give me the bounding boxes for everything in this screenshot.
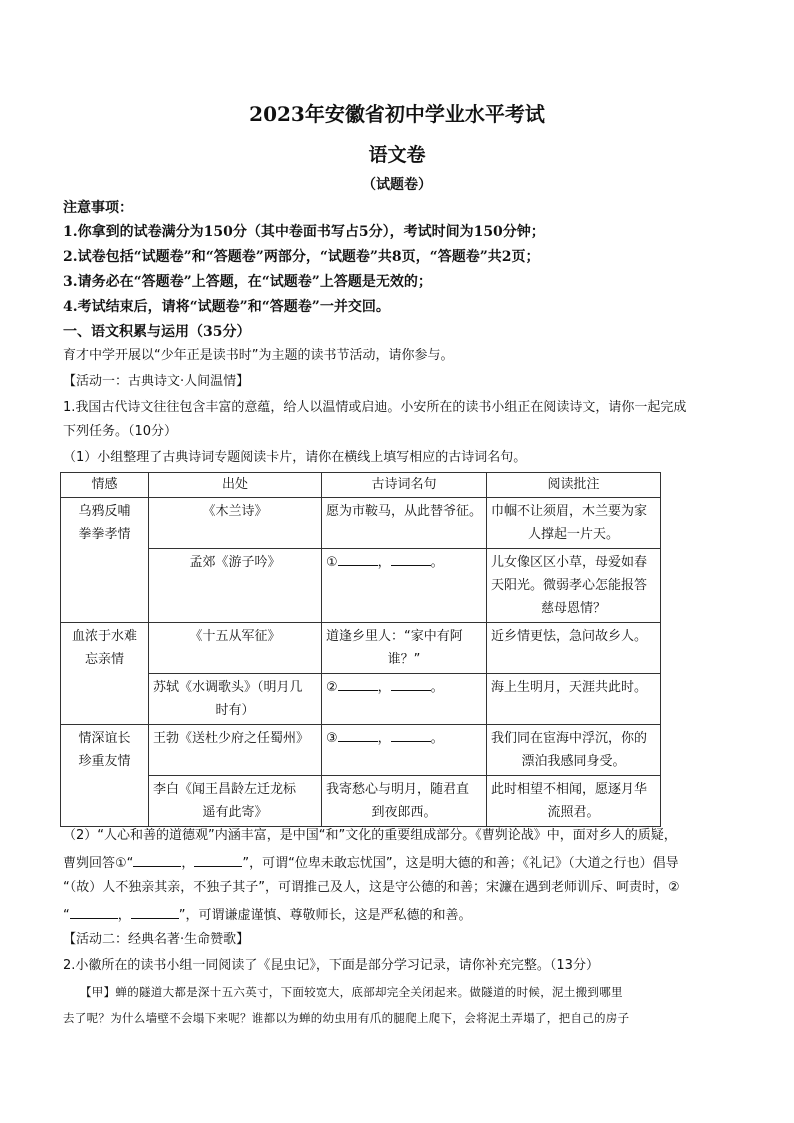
emotion-text: 珍重友情 [78,754,131,769]
answer-blank[interactable] [133,852,181,867]
answer-blank[interactable] [70,904,118,919]
emotion-text: 血浓于水难 [71,629,137,644]
notice-heading: 注意事项： [63,200,133,216]
source-text: 李白《闻王昌龄左迁龙标 [153,782,297,797]
note-text: 流照君。 [547,805,600,820]
quote-blank-cell [322,549,487,623]
note-text: 人撑起一片天。 [527,527,619,542]
source-text: 《木兰诗》 [202,504,268,519]
note-text: 慈母恩情？ [540,601,606,616]
text-fragment: ， [117,908,131,923]
source-cell [149,776,322,827]
note-text: 我们同在宦海中浮沉，你的 [491,731,648,746]
emotion-cell [61,498,149,623]
section1-intro: 育才中学开展以“少年正是读书时”为主题的读书节活动，请你参与。 [63,348,454,363]
comma: ， [377,555,391,570]
notice-item-3: 3.请务必在“答题卷”上答题，在“试题卷”上答题是无效的； [63,274,432,290]
note-cell [487,776,661,827]
q1-sub2-line4 [63,904,472,926]
section1-heading: 一、语文积累与运用（35分） [63,324,251,340]
table-row [61,498,661,549]
quote-text: 道逢乡里人：“家中有阿 [326,629,463,644]
note-cell [487,498,661,549]
header-emotion: 情感 [61,473,149,498]
emotion-text: 情深谊长 [78,731,131,746]
period: 。 [430,731,444,746]
source-text: 时有） [215,703,255,718]
emotion-cell [61,725,149,827]
quote-cell [322,776,487,827]
period: 。 [430,680,444,695]
notice-item-2: 2.试卷包括“试题卷”和“答题卷”两部分，“试题卷”共8页，“答题卷”共2页； [63,249,540,265]
source-cell [149,498,322,549]
passage-line1: 【甲】蝉的隧道大都是深十五六英寸，下面较宽大，底部却完全关闭起来。做隧道的时候，泥土搬到哪里 [80,985,623,999]
answer-blank[interactable] [194,852,242,867]
emotion-cell [61,623,149,725]
emotion-text: 拳拳孝情 [78,527,131,542]
note-text: 近乡情更怯，急问故乡人。 [491,629,648,644]
text-fragment: “ [63,908,70,923]
source-text: 《十五从军征》 [189,629,281,644]
quote-cell [322,498,487,549]
source-text: 王勃《送杜少府之任蜀州》 [153,731,310,746]
passage-line2: 去了呢？为什么墙壁不会塌下来呢？谁都以为蝉的幼虫用有爪的腿爬上爬下，会将泥土弄塌了，把自己的房子 [63,1011,630,1025]
note-cell [487,674,661,725]
exam-title: 2023年安徽省初中学业水平考试 [249,102,545,126]
quote-blank-cell [322,725,487,776]
q2-text: 2.小徽所在的读书小组一同阅读了《昆虫记》，下面是部分学习记录，请你补充完整。（13分） [63,958,599,973]
note-cell [487,725,661,776]
q1-sub1-text: （1）小组整理了古典诗词专题阅读卡片，请你在横线上填写相应的古诗词名句。 [63,450,527,465]
period: 。 [430,555,444,570]
q1-sub2-line2 [63,852,679,874]
quote-cell [322,623,487,674]
source-text: 苏轼《水调歌头》（明月几 [153,680,303,695]
blank-number: ① [326,555,338,570]
table-header-row [61,473,661,498]
source-cell [149,725,322,776]
header-note: 阅读批注 [487,473,661,498]
q1-text-line2: 下列任务。（10分） [63,424,178,439]
source-text: 遥有此寄》 [202,805,268,820]
quote-text: 到夜郎西。 [371,805,437,820]
answer-blank[interactable] [338,676,378,691]
activity2-heading: 【活动二：经典名著·生命赞歌】 [63,932,250,947]
note-cell [487,549,661,623]
answer-blank[interactable] [338,727,378,742]
poetry-reading-table [60,472,661,827]
header-source: 出处 [149,473,322,498]
source-cell [149,623,322,674]
q1-sub2-line3: “（故）人不独亲其亲，不独子其子”，可谓推己及人，这是守公德的和善；宋濂在遇到老师训斥、呵责时，② [63,880,680,895]
blank-number: ② [326,680,338,695]
source-cell [149,674,322,725]
emotion-text: 乌鸦反哺 [78,504,131,519]
comma: ， [377,731,391,746]
answer-blank[interactable] [391,551,431,566]
answer-blank[interactable] [338,551,378,566]
note-text: 巾帼不让须眉，木兰要为家 [491,504,648,519]
answer-blank[interactable] [391,727,431,742]
note-cell [487,623,661,674]
text-fragment: 曹刿回答①“ [63,856,134,871]
notice-item-1: 1.你拿到的试卷满分为150分（其中卷面书写占5分），考试时间为150分钟； [63,224,545,240]
answer-blank[interactable] [131,904,179,919]
table-row [61,776,661,827]
q1-text-line1: 1.我国古代诗文往往包含丰富的意蕴，给人以温情或启迪。小安所在的读书小组正在阅读诗文，请你一起完成 [63,400,687,415]
blank-number: ③ [326,731,338,746]
table-row [61,623,661,674]
source-text: 孟郊《游子吟》 [189,555,281,570]
note-text: 天阳光。微弱孝心怎能报答 [491,578,648,593]
quote-blank-cell [322,674,487,725]
text-fragment: ， [181,856,195,871]
note-text: 此时相望不相闻，愿逐月华 [491,782,648,797]
header-quote: 古诗词名句 [322,473,487,498]
emotion-text: 忘亲情 [84,652,124,667]
answer-blank[interactable] [391,676,431,691]
q1-sub2-line1: （2）“人心和善的道德观”内涵丰富，是中国“和”文化的重要组成部分。《曹刿论战》中，面对乡人的质疑， [63,828,677,843]
text-fragment: ”，可谓“位卑未敢忘忧国”，这是明大德的和善；《礼记》（大道之行也）倡导 [242,856,679,871]
activity1-heading: 【活动一：古典诗文·人间温情】 [63,374,250,389]
note-text: 海上生明月，天涯共此时。 [491,680,648,695]
text-fragment: ”，可谓谦虚谨慎、尊敬师长，这是严私德的和善。 [178,908,472,923]
quote-text: 我寄愁心与明月，随君直 [326,782,470,797]
note-text: 儿女像区区小草，母爱如春 [491,555,648,570]
quote-text: 愿为市鞍马，从此替爷征。 [326,504,483,519]
source-cell [149,549,322,623]
table-row [61,674,661,725]
subject-title: 语文卷 [368,144,426,166]
note-text: 漂泊我感同身受。 [521,754,626,769]
table-row [61,549,661,623]
table-row [61,725,661,776]
quote-text: 谁？” [387,652,421,667]
comma: ， [377,680,391,695]
notice-item-4: 4.考试结束后，请将“试题卷”和“答题卷”一并交回。 [63,299,390,315]
paper-type: （试题卷） [362,177,432,193]
